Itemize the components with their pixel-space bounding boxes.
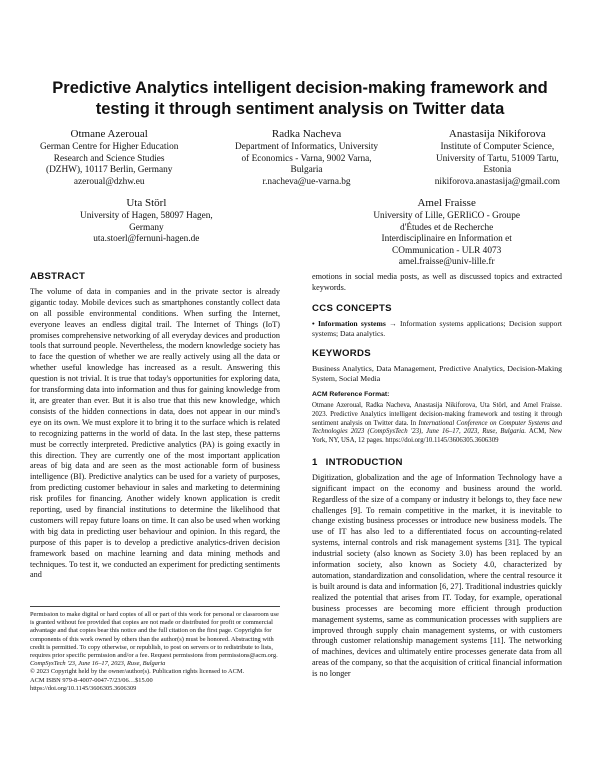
author-affiliation-line: Institute of Computer Science, [440,142,555,152]
abstract-heading: ABSTRACT [30,271,86,282]
copyright-line: © 2023 Copyright held by the owner/author(s). Publication rights licensed to ACM. [30,668,245,676]
author-affiliation-line: University of Hagen, 58097 Hagen, [80,211,213,221]
author-name: Anastasija Nikiforova [448,128,546,140]
ref-pre: Otmane Azeroual, Radka Nacheva, Anastasija Nikiforova, Uta Störl, and Amel Fraisse. 2023. Predictive Analytics intelligent decision-making framework and testing it through sentiment analysis on Twitter data. In [312,401,562,427]
author-block [373,196,520,269]
keywords-section [312,349,562,384]
author-name: Radka Nacheva [271,128,342,140]
author-email[interactable]: amel.fraisse@univ-lille.fr [398,257,495,268]
ref-italic: International Conference on Computer Systems and Technologies 2023 (CompSysTech '23), June 16–17, 2023, Ruse, Bulgaria. [312,419,562,436]
author-email[interactable]: azeroual@dzhw.eu [73,176,145,187]
author-name: Uta Störl [126,197,167,209]
isbn-line: ACM ISBN 979-8-4007-0047-7/23/06…$15.00 [30,676,153,684]
section-number: 1 [312,456,318,468]
author-name: Amel Fraisse [417,197,476,209]
right-column [312,272,562,680]
author-affiliation-line: of Economics - Varna, 9002 Varna, [241,153,372,164]
ccs-bold: • Information systems [312,318,386,328]
keywords-heading: KEYWORDS [312,347,371,359]
ccs-rest: → Information systems applications; Decision support systems; Data analytics. [312,318,562,338]
author-affiliation-line: d'Études et de Recherche [400,222,494,233]
author-affiliation-line: Interdisciplinaire en Information et [381,234,512,245]
abstract-text: The volume of data in companies and in the private sector is already gigantic today. Mobile devices such as smartphones constantly collect data on all possible environmental conditions. When surfing the Internet, everyone leaves an endless digital trail. The Internet of Things (IoT) promises comprehensive networking of all everyday devices and production tools that surround people. Nevertheless, the modern knowledge society has to face the question of whether we are really actively using all the data or whether useful knowledge has increased as a result. Answering this question is not trivial. It is true that today's opportunities for exploring data, for transforming data into information and thus for gaining knowledge from it, are greater than ever. But it is also true that this new knowledge, which consists of the hidden connections in data, does not appear in our mind's eye on its own. We must explore it to bring it to the surface which is related to recognizing patterns in the world of data. In the last step, these patterns must be correctly interpreted. Predictive analytics (PA) is going exactly in this direction. They are currently one of the most important application areas of big data and are seen as the most actionable form of business intelligence (BI). Predictive analytics can be used for a variety of purposes, from predicting customer behaviour in sales and marketing to determining risk profiles for financing. Another widely known application is credit reporting, used by financial institutions to determine the likelihood that customers will repay future loans on time. It can also be used when working with big data in predicting user behaviour and opinion. In this regard, the purpose of this paper is to develop a predictive analytics-driven decision framework based on machine learning and data mining methods and techniques. To test it, we conducted an experiment for predicting sentiments and [30,286,280,580]
author-block [80,196,213,269]
author-email[interactable]: uta.stoerl@fernuni-hagen.de [93,234,200,245]
author-affiliation-line: Germany [129,222,164,233]
ccs-section [312,304,562,339]
doi-line[interactable]: https://doi.org/10.1145/3606305.3606309 [30,684,137,692]
author-affiliation-line: (DZHW), 10117 Berlin, Germany [45,165,173,176]
introduction-text: Digitization, globalization and the age of Information Technology have a significant impact on the economy and business around the world. Regardless of the size of a company or industry it belongs to, they face new challenges [9]. To remain competitive in the market, it is inevitable to change existing business processes or introduce new business models. The use of IT has also led to a differentiated focus on accounting-related systems, internal controls and risk management systems [31]. The typical industrial society (also known as Society 3.0) has been replaced by an information society, also known as Society 4.0, characterized by automation, standardization and consolidation, where the central resource it is built around is data and information [6, 27]. Traditional industries quickly realized the potential that arises from IT. Today, for example, operational business processes are becoming more efficient through production management systems, same as communication processes with suppliers are improved through supply chain management systems, or with customers through customer relationship management systems [11]. The networking of machines, devices and ultimately entire processes generate data from all areas of the company, so that the acquisition of critical financial information is no longer [312,472,563,679]
section-title: INTRODUCTION [325,456,403,468]
author-block [435,127,560,188]
author-affiliation-line: Research and Science Studies [53,153,165,164]
author-affiliation-line: COmmunication - ULR 4073 [392,245,502,256]
reference-format-heading: ACM Reference Format: [312,391,390,399]
author-email[interactable]: nikiforova.anastasija@gmail.com [434,176,560,187]
author-affiliation-line: German Centre for Higher Education [40,142,179,152]
keywords-text: Business Analytics, Data Management, Predictive Analytics, Decision-Making System, Social Media [312,363,562,383]
author-affiliation-line: Department of Informatics, University [235,142,379,152]
permission-text: Permission to make digital or hard copies of all or part of this work for personal or classroom use is granted without fee provided that copies are not made or distributed for profit or commercial advantage and that copies bear this notice and the full citation on the first page. Copyrights for components of this work owned by others than the author(s) must be honored. Abstracting with credit is permitted. To copy otherwise, or republish, to post on servers or to redistribute to lists, requires prior specific permission and/or a fee. Request permissions from permissions@acm.org. [30,611,279,660]
conference-line: CompSysTech '23, June 16–17, 2023, Ruse, Bulgaria [30,660,166,668]
author-row-2 [40,196,560,269]
permission-footnote [30,606,280,693]
author-affiliation-line: University of Lille, GERIiCO - Groupe [373,211,520,221]
ccs-heading: CCS CONCEPTS [312,302,392,314]
author-row-1 [40,127,560,188]
author-block [235,127,378,188]
author-affiliation-line: Bulgaria [290,165,323,176]
paper-title: Predictive Analytics intelligent decision-making framework and testing it through sentiment analysis on Twitter data [52,79,548,118]
author-name: Otmane Azeroual [70,128,148,140]
reference-format-text [312,402,562,446]
ccs-text [312,319,562,339]
author-email[interactable]: r.nacheva@ue-varna.bg [262,176,351,187]
author-block [40,127,178,188]
author-affiliation-line: Estonia [483,165,512,176]
left-column [30,272,280,581]
author-affiliation-line: University of Tartu, 51009 Tartu, [435,153,559,164]
ref-post: ACM, New York, NY, USA, 12 pages. https://doi.org/10.1145/3606305.3606309 [312,428,563,445]
abstract-continued: emotions in social media posts, as well as discussed topics and extracted keywords. [312,272,562,292]
introduction-section [312,458,562,680]
introduction-heading [312,458,562,469]
